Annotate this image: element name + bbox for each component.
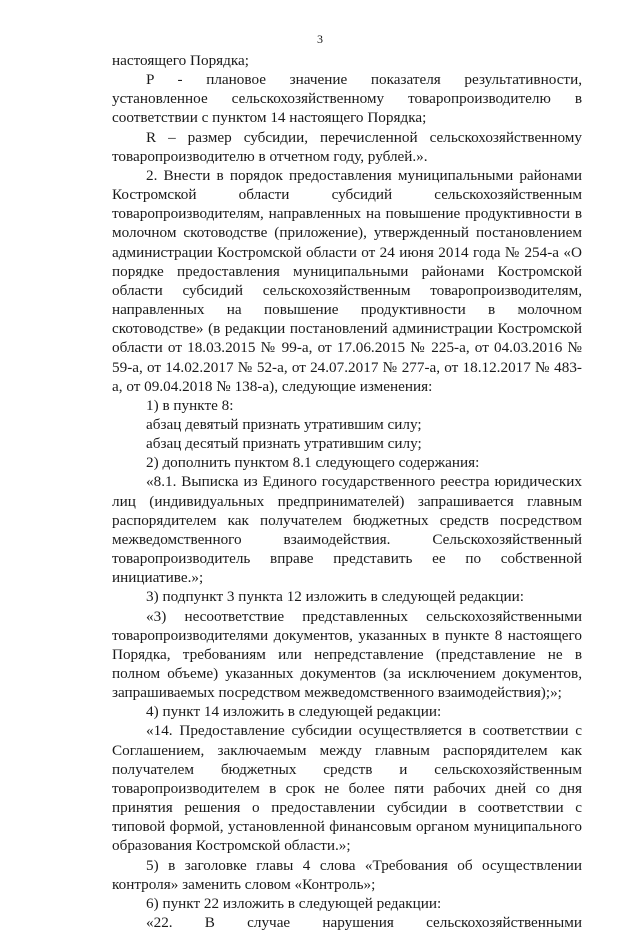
- paragraph-subitem-1: 1) в пункте 8:: [146, 396, 234, 414]
- paragraph-item-2: 2. Внести в порядок предоставления муниципальными районами Костромской области субсидий сельскохозяйственным товаропроизводителям, направленных на повышение продуктивности в молочном скотоводстве (приложение), утвержденный постановлением администрации Костромской области от 24 июня 2014 года № 254-а «О порядке предоставления муниципальными районами Костромской области субсидий сельскохозяйственным товаропроизводителям, направленных на повышение продуктивности в молочном скотоводстве» (в редакции постановлений администрации Костромской области от 18.03.2015 № 99-а, от 17.06.2015 № 225-а, от 04.03.2016 № 59-а, от 14.02.2017 № 52-а, от 24.07.2017 № 277-а, от 18.12.2017 № 483-а, от 09.04.2018 № 138-а), следующие изменения:: [112, 166, 582, 395]
- paragraph-item-8-1: «8.1. Выписка из Единого государственного реестра юридических лиц (индивидуальных предпринимателей) запрашивается главным распорядителем как получателем бюджетных средств посредством межведомственного взаимодействия. Сельскохозяйственный товаропроизводитель вправе представить ее по собственной инициативе.»;: [112, 473, 582, 587]
- paragraph-p-definition: P - плановое значение показателя результативности, установленное сельскохозяйственному товаропроизводителю в соответствии с пунктом 14 настоящего Порядка;: [112, 71, 582, 127]
- paragraph-item-22: «22. В случае нарушения сельскохозяйственными: [146, 914, 582, 932]
- paragraph-quote-3: «3) несоответствие представленных сельскохозяйственными товаропроизводителями документов, указанных в пункте 8 настоящего Порядка, требованиям или непредставление (представление не в полном объеме) указанных документов (за исключением документов, запрашиваемых посредством межведомственного взаимодействия);»;: [112, 607, 582, 702]
- paragraph-subitem-5: 5) в заголовке главы 4 слова «Требования об осуществлении контроля» заменить словом «Контроль»;: [112, 856, 582, 893]
- paragraph-abzac-10: абзац десятый признать утратившим силу;: [146, 435, 422, 453]
- paragraph-abzac-9: абзац девятый признать утратившим силу;: [146, 415, 422, 433]
- paragraph-subitem-3: 3) подпункт 3 пункта 12 изложить в следующей редакции:: [146, 588, 525, 606]
- page-number: 3: [317, 32, 323, 46]
- paragraph-subitem-6: 6) пункт 22 изложить в следующей редакции:: [146, 894, 442, 912]
- paragraph-continuation: настоящего Порядка;: [112, 52, 249, 69]
- document-body: [112, 51, 582, 932]
- paragraph-subitem-2: 2) дополнить пунктом 8.1 следующего содержания:: [146, 454, 480, 472]
- paragraph-item-14: «14. Предоставление субсидии осуществляется в соответствии с Соглашением, заключаемым между главным распорядителем как получателем бюджетных средств и сельскохозяйственным товаропроизводителем в срок не более пяти рабочих дней со дня принятия решения о предоставлении субсидии в соответствии с типовой формой, установленной финансовым органом муниципального образования Костромской области.»;: [112, 722, 582, 855]
- paragraph-r-definition: R – размер субсидии, перечисленной сельскохозяйственному товаропроизводителю в отчетном году, рублей.».: [112, 128, 582, 165]
- paragraph-subitem-4: 4) пункт 14 изложить в следующей редакции:: [146, 703, 442, 721]
